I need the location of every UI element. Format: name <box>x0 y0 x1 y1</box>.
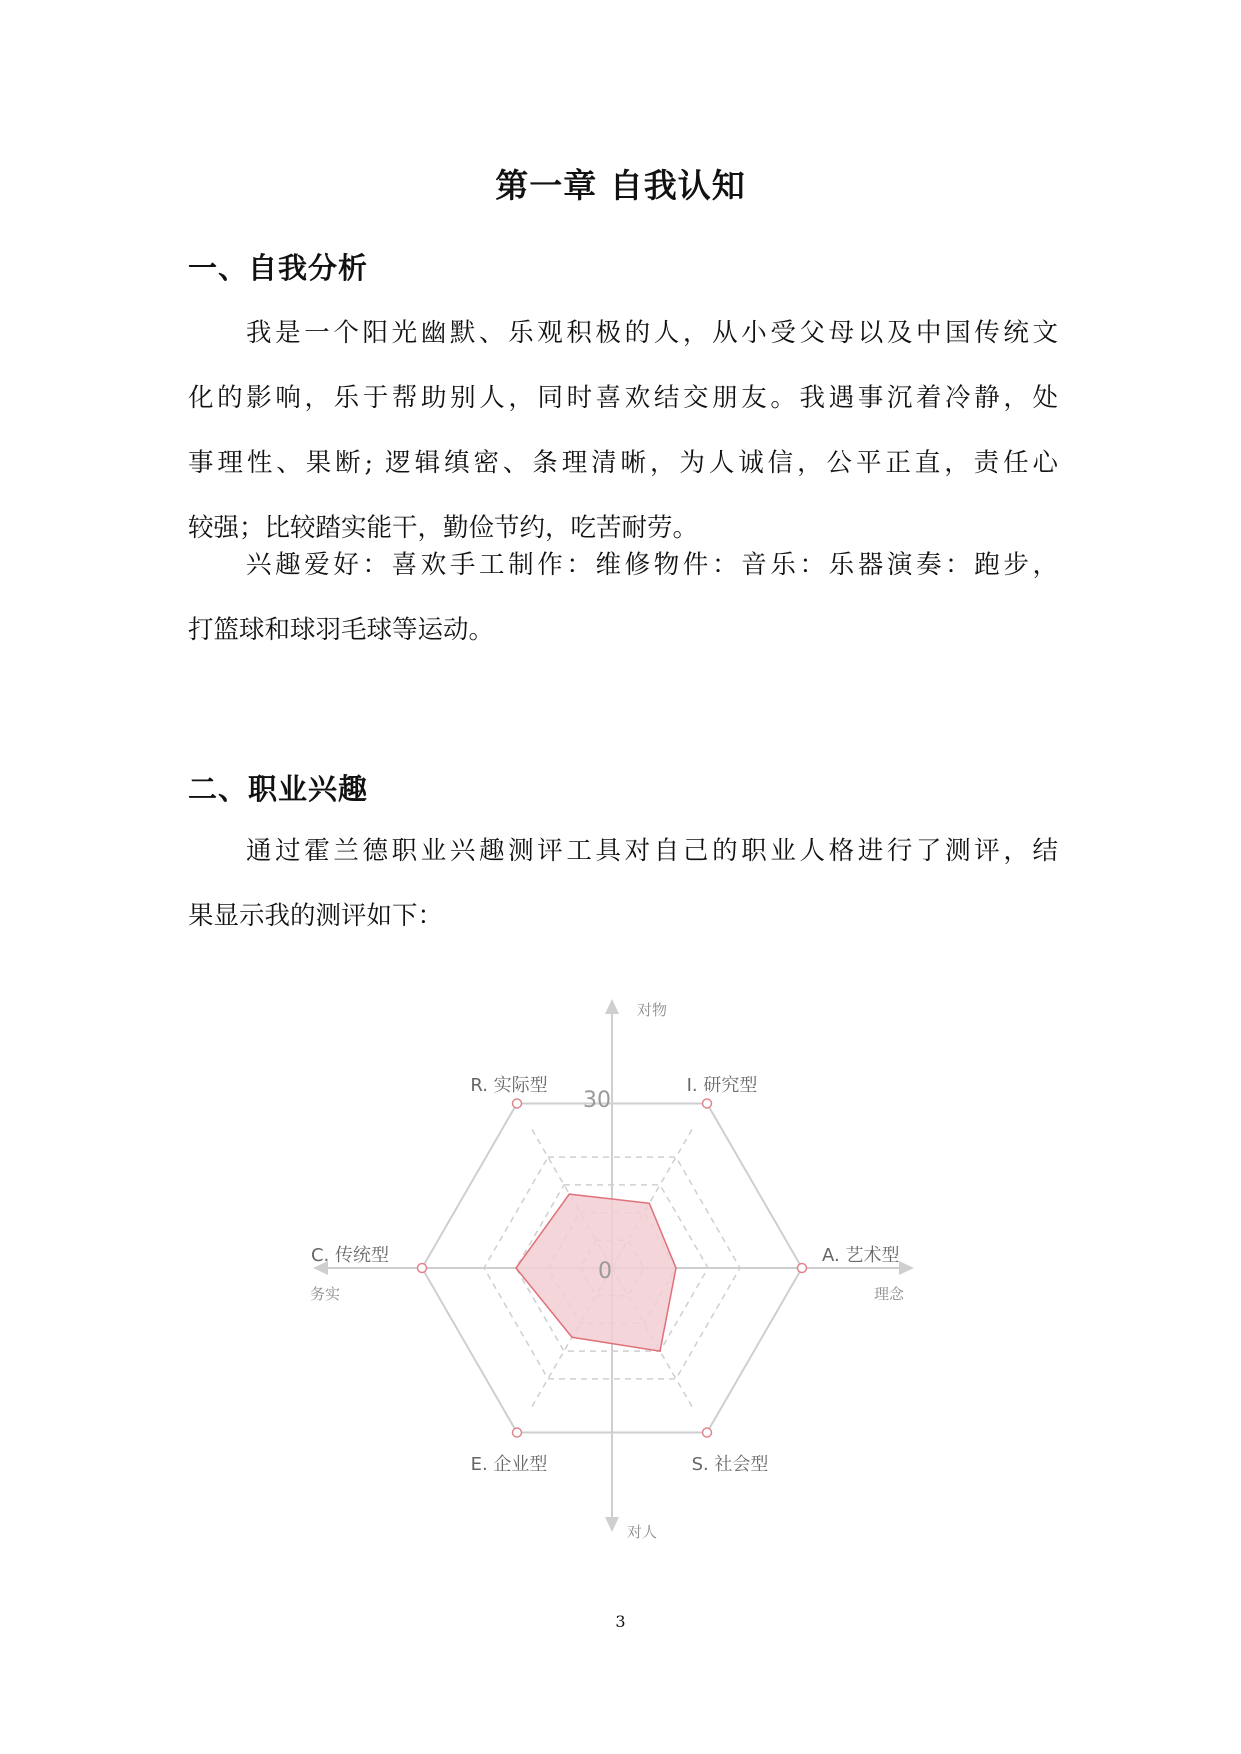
paragraph-self-analysis <box>188 301 1058 561</box>
text-line: 果显示我的测评如下： <box>188 901 444 931</box>
paragraph-hobbies <box>188 533 1058 663</box>
chapter-title: 第一章 自我认知 <box>495 166 746 205</box>
axis-label: S. 社会型 <box>691 1454 769 1475</box>
quadrant-label-right: 理念 <box>873 1285 905 1303</box>
axis-label: A. 艺术型 <box>822 1245 900 1266</box>
axis-vertex-point <box>703 1428 712 1437</box>
arrow-up-icon <box>605 999 619 1014</box>
axis-vertex-point <box>513 1428 522 1437</box>
axis-vertex-point <box>513 1099 522 1108</box>
page-number: 3 <box>615 1612 626 1631</box>
axis-vertex-point <box>418 1264 427 1273</box>
text-line: 较强；比较踏实能干，勤俭节约，吃苦耐劳。 <box>188 513 699 543</box>
tick-label-30: 30 <box>583 1088 611 1113</box>
quadrant-label-left: 务实 <box>309 1285 341 1303</box>
section-heading-self-analysis: 一、自我分析 <box>188 251 369 285</box>
holland-radar-chart <box>0 985 1241 1575</box>
arrow-down-icon <box>605 1517 619 1532</box>
data-polygon <box>516 1194 676 1351</box>
text-line: 通过霍兰德职业兴趣测评工具对自己的职业人格进行了测评，结 <box>246 836 1058 866</box>
axis-label: C. 传统型 <box>310 1245 390 1266</box>
text-line: 事理性、果断; 逻辑缜密、条理清晰，为人诚信，公平正直，责任心 <box>188 448 1058 478</box>
text-line: 兴趣爱好：喜欢手工制作：维修物件：音乐：乐器演奏：跑步， <box>246 550 1058 580</box>
arrow-right-icon <box>899 1261 914 1275</box>
axis-label: R. 实际型 <box>470 1075 548 1096</box>
quadrant-label-top: 对物 <box>637 1001 668 1019</box>
paragraph-career-interest <box>188 819 1058 949</box>
axis-vertex-point <box>703 1099 712 1108</box>
quadrant-label-bottom: 对人 <box>627 1523 658 1541</box>
text-line: 打篮球和球羽毛球等运动。 <box>188 615 495 645</box>
axis-label: E. 企业型 <box>470 1454 548 1475</box>
axis-label: I. 研究型 <box>686 1075 758 1096</box>
section-heading-career-interest: 二、职业兴趣 <box>188 772 369 806</box>
text-line: 化的影响，乐于帮助别人，同时喜欢结交朋友。我遇事沉着冷静，处 <box>188 383 1058 413</box>
axis-vertex-point <box>798 1264 807 1273</box>
text-line: 我是一个阳光幽默、乐观积极的人，从小受父母以及中国传统文 <box>246 318 1058 348</box>
tick-label-0: 0 <box>598 1259 612 1284</box>
